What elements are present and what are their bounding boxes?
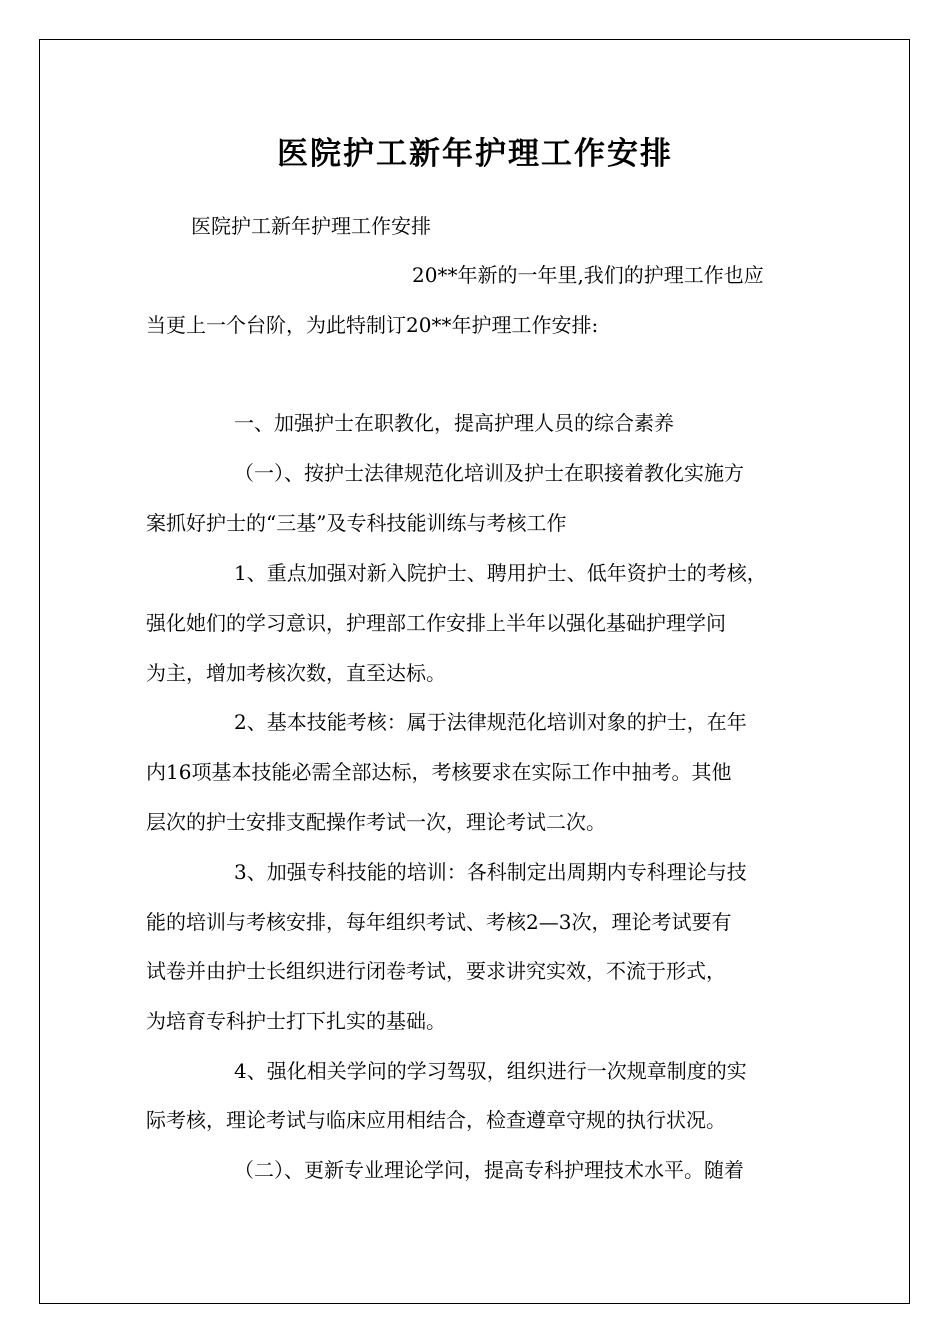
body-line: 试卷并由护士长组织进行闭卷考试，要求讲究实效，不流于形式，: [146, 959, 726, 983]
body-line: 际考核，理论考试与临床应用相结合，检查遵章守规的执行状况。: [146, 1108, 726, 1132]
body-line: 强化她们的学习意识，护理部工作安排上半年以强化基础护理学问: [146, 611, 726, 635]
subsection-heading: （一）、按护士法律规范化培训及护士在职接着教化实施方: [234, 461, 744, 485]
body-line: 为培育专科护士打下扎实的基础。: [146, 1009, 446, 1033]
body-line: 案抓好护士的“三基”及专科技能训练与考核工作: [146, 511, 567, 535]
body-line: 层次的护士安排支配操作考试一次，理论考试二次。: [146, 810, 606, 834]
body-line: 能的培训与考核安排，每年组织考试、考核2—3次，理论考试要有: [146, 910, 732, 934]
body-line: 当更上一个台阶，为此特制订20**年护理工作安排:: [146, 313, 599, 337]
body-line: 为主，增加考核次数，直至达标。: [146, 661, 446, 685]
body-line: 内16项基本技能必需全部达标，考核要求在实际工作中抽考。其他: [146, 760, 732, 784]
subtitle-line: 医院护工新年护理工作安排: [191, 214, 431, 238]
section-heading: 一、加强护士在职教化，提高护理人员的综合素养: [234, 411, 674, 435]
body-line: 1、重点加强对新入院护士、聘用护士、低年资护士的考核，: [234, 561, 767, 585]
body-line: 4、强化相关学问的学习驾驭，组织进行一次规章制度的实: [234, 1059, 747, 1083]
body-line: 2、基本技能考核：属于法律规范化培训对象的护士，在年: [234, 710, 747, 734]
subsection-heading: （二）、更新专业理论学问，提高专科护理技术水平。随着: [234, 1158, 744, 1182]
body-line: 3、加强专科技能的培训：各科制定出周期内专科理论与技: [234, 860, 747, 884]
body-line: 20**年新的一年里,我们的护理工作也应: [412, 263, 764, 287]
document-title: 医院护工新年护理工作安排: [277, 136, 673, 172]
